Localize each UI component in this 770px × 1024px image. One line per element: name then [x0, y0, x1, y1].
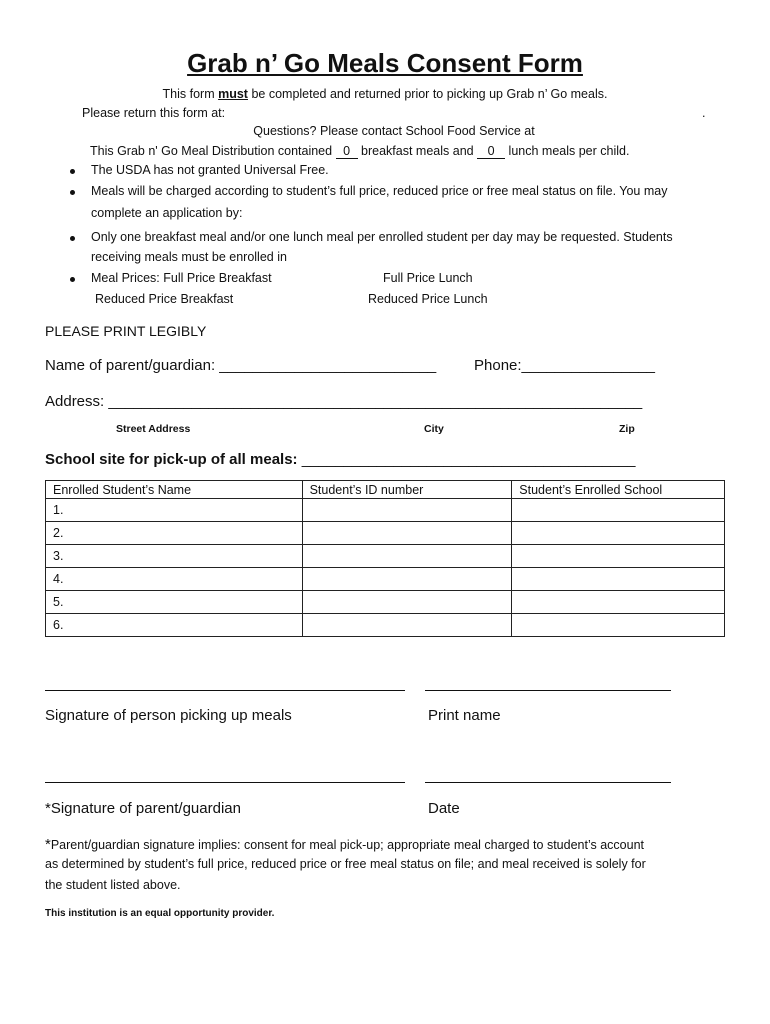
questions-line: Questions? Please contact School Food Service at [253, 124, 535, 138]
print-name-label: Print name [428, 707, 501, 724]
students-table [45, 480, 725, 637]
bullet-dot [70, 190, 75, 195]
student-name-cell[interactable]: 6. [46, 614, 303, 637]
distribution-line [90, 144, 629, 159]
date-label: Date [428, 800, 460, 817]
page-title: Grab n’ Go Meals Consent Form [187, 48, 583, 78]
pickup-signature-line[interactable] [45, 690, 405, 691]
parent-signature-line[interactable] [45, 782, 405, 783]
student-id-cell[interactable] [302, 568, 512, 591]
table-header-row [46, 481, 725, 499]
footnote-star: * [45, 836, 51, 853]
city-caption: City [424, 423, 444, 435]
student-name-cell[interactable]: 2. [46, 522, 303, 545]
student-name-cell[interactable]: 5. [46, 591, 303, 614]
equal-opportunity-statement: This institution is an equal opportunity provider. [45, 908, 275, 919]
bullet-one-meal-line-1: Only one breakfast meal and/or one lunch meal per enrolled student per day may be requested. Students [91, 230, 673, 244]
bullet-one-meal-line-2: receiving meals must be enrolled in [91, 250, 287, 264]
parent-name-field[interactable]: Name of parent/guardian: __________________________ [45, 357, 437, 374]
table-row [46, 499, 725, 522]
bullet-usda: The USDA has not granted Universal Free. [91, 163, 329, 177]
parent-signature-label: *Signature of parent/guardian [45, 800, 241, 817]
breakfast-count: 0 [336, 144, 358, 159]
footnote-text-1: Parent/guardian signature implies: consent for meal pick-up; appropriate meal charged to student’s account [50, 838, 645, 852]
table-row [46, 522, 725, 545]
bullet-dot [70, 236, 75, 241]
bullet-dot [70, 277, 75, 282]
print-legibly-heading: PLEASE PRINT LEGIBLY [45, 323, 207, 339]
bullet-dot [70, 169, 75, 174]
reduced-breakfast-label: Reduced Price Breakfast [95, 292, 234, 306]
address-field[interactable]: Address: ________________________________________________________________ [45, 393, 643, 410]
column-header-name: Enrolled Student’s Name [46, 481, 303, 499]
student-name-cell[interactable]: 3. [46, 545, 303, 568]
student-school-cell[interactable] [512, 614, 725, 637]
date-line[interactable] [425, 782, 671, 783]
table-row [46, 591, 725, 614]
column-header-school: Student’s Enrolled School [512, 481, 725, 499]
pickup-site-blank: ________________________________________ [297, 451, 636, 468]
dist-text-c: lunch meals per child. [505, 144, 630, 158]
student-name-cell[interactable]: 4. [46, 568, 303, 591]
intro-line-1 [0, 87, 770, 101]
bullet-charged-line-1: Meals will be charged according to student’s full price, reduced price or free meal status on file. You may [91, 184, 668, 198]
bullet-charged-line-2: complete an application by: [91, 206, 243, 220]
intro-text-b: be completed and returned prior to picking up Grab n’ Go meals. [247, 87, 608, 101]
zip-caption: Zip [619, 423, 635, 435]
student-id-cell[interactable] [302, 522, 512, 545]
student-school-cell[interactable] [512, 499, 725, 522]
print-name-line[interactable] [425, 690, 671, 691]
pickup-site-field[interactable] [45, 451, 635, 468]
footnote-line-3: the student listed above. [45, 878, 181, 892]
dist-text-a: This Grab n' Go Meal Distribution contained [90, 144, 336, 158]
street-address-caption: Street Address [116, 423, 191, 435]
intro-text-a: This form [162, 87, 219, 101]
student-school-cell[interactable] [512, 545, 725, 568]
student-name-cell[interactable]: 1. [46, 499, 303, 522]
student-id-cell[interactable] [302, 499, 512, 522]
footnote-line-1 [45, 836, 644, 853]
intro-must: must [218, 87, 248, 101]
student-school-cell[interactable] [512, 591, 725, 614]
student-school-cell[interactable] [512, 522, 725, 545]
table-row [46, 568, 725, 591]
student-id-cell[interactable] [302, 545, 512, 568]
lunch-count: 0 [477, 144, 505, 159]
student-school-cell[interactable] [512, 568, 725, 591]
return-end: . [702, 106, 706, 120]
meal-prices-label: Meal Prices: Full Price Breakfast [91, 271, 272, 285]
return-label: Please return this form at: [82, 106, 226, 120]
pickup-site-label: School site for pick-up of all meals: [45, 451, 298, 468]
table-row [46, 614, 725, 637]
dist-text-b: breakfast meals and [357, 144, 478, 158]
student-id-cell[interactable] [302, 614, 512, 637]
footnote-line-2: as determined by student’s full price, reduced price or free meal status on file; and meal received is solely for [45, 857, 646, 871]
full-price-lunch-label: Full Price Lunch [383, 271, 473, 285]
pickup-signature-label: Signature of person picking up meals [45, 707, 292, 724]
phone-field[interactable]: Phone:________________ [474, 357, 656, 374]
student-id-cell[interactable] [302, 591, 512, 614]
table-row [46, 545, 725, 568]
reduced-lunch-label: Reduced Price Lunch [368, 292, 488, 306]
column-header-id: Student’s ID number [302, 481, 512, 499]
